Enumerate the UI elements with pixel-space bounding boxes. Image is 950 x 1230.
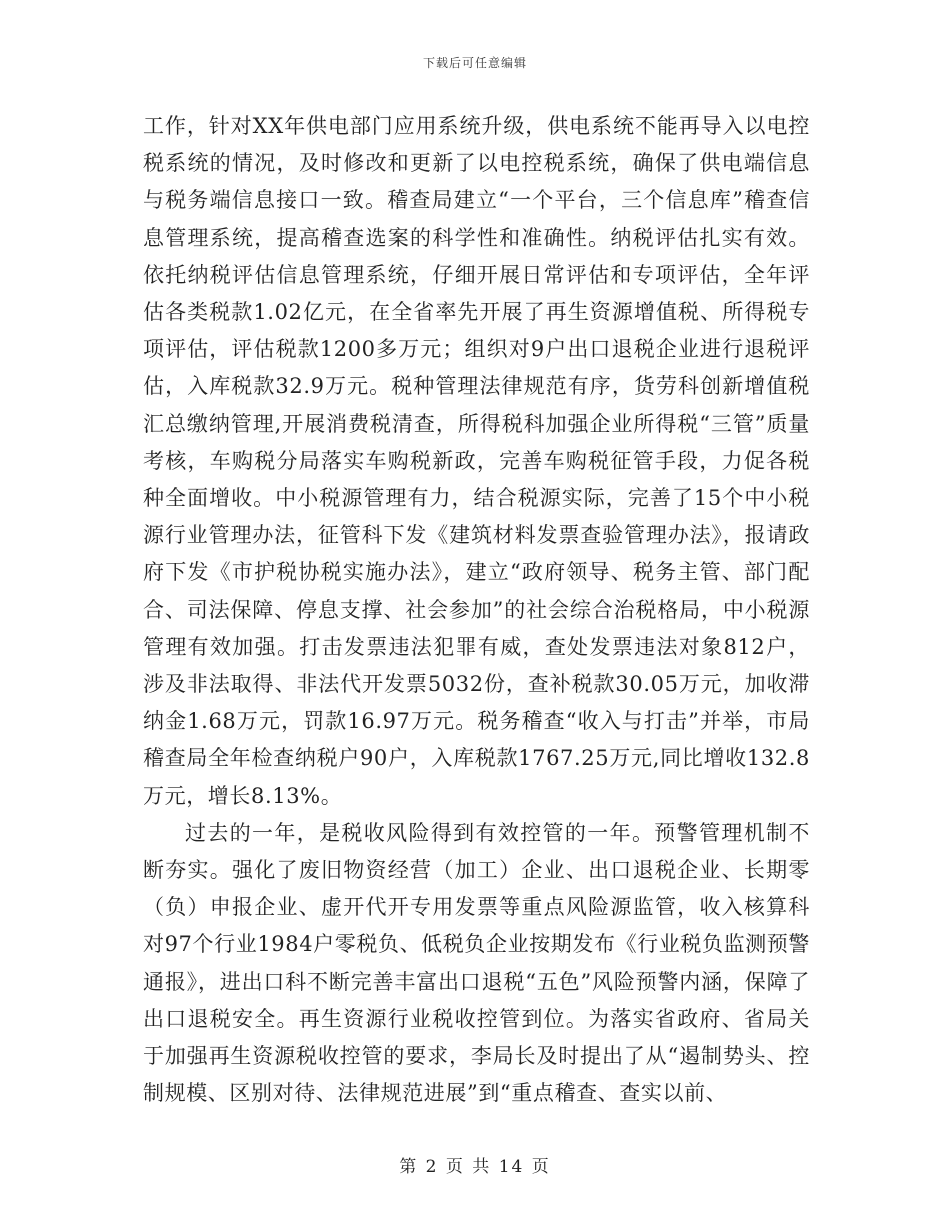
- paragraph-1: 工作，针对XX年供电部门应用系统升级，供电系统不能再导入以电控税系统的情况，及时修改和更新了以电控税系统，确保了供电端信息与税务端信息接口一致。稽查局建立“一个平台，三个信息库”稽查信息管理系统，提高稽查选案的科学性和准确性。纳税评估扎实有效。依托纳税评估信息管理系统，仔细开展日常评估和专项评估，全年评估各类税款1.02亿元，在全省率先开展了再生资源增值税、所得税专项评估，评估税款1200多万元；组织对9户出口退税企业进行退税评估，入库税款32.9万元。税种管理法律规范有序，货劳科创新增值税汇总缴纳管理,开展消费税清查，所得税科加强企业所得税“三管”质量考核，车购税分局落实车购税新政，完善车购税征管手段，力促各税种全面增收。中小税源管理有力，结合税源实际，完善了15个中小税源行业管理办法，征管科下发《建筑材料发票查验管理办法》，报请政府下发《市护税协税实施办法》，建立“政府领导、税务主管、部门配合、司法保障、停息支撑、社会参加”的社会综合治税格局，中小税源管理有效加强。打击发票违法犯罪有威，查处发票违法对象812户，涉及非法取得、非法代开发票5032份，查补税款30.05万元，加收滞纳金1.68万元，罚款16.97万元。税务稽查“收入与打击”并举，市局稽查局全年检查纳税户90户，入库税款1767.25万元,同比增收132.8万元，增长8.13%。: [143, 114, 810, 808]
- document-body: [143, 108, 810, 1112]
- page-footer: 第 2 页 共 14 页: [399, 1157, 551, 1177]
- paragraph-2: 过去的一年，是税收风险得到有效控管的一年。预警管理机制不断夯实。强化了废旧物资经营（加工）企业、出口退税企业、长期零（负）申报企业、虚开代开专用发票等重点风险源监管，收入核算科对97个行业1984户零税负、低税负企业按期发布《行业税负监测预警通报》，进出口科不断完善丰富出口退税“五色”风险预警内涵，保障了出口退税安全。再生资源行业税收控管到位。为落实省政府、省局关于加强再生资源税收控管的要求，李局长及时提出了从“遏制势头、控制规模、区别对待、法律规范进展”到“重点稽查、查实以前、: [143, 820, 810, 1106]
- page-header: 下载后可任意编辑: [422, 56, 527, 70]
